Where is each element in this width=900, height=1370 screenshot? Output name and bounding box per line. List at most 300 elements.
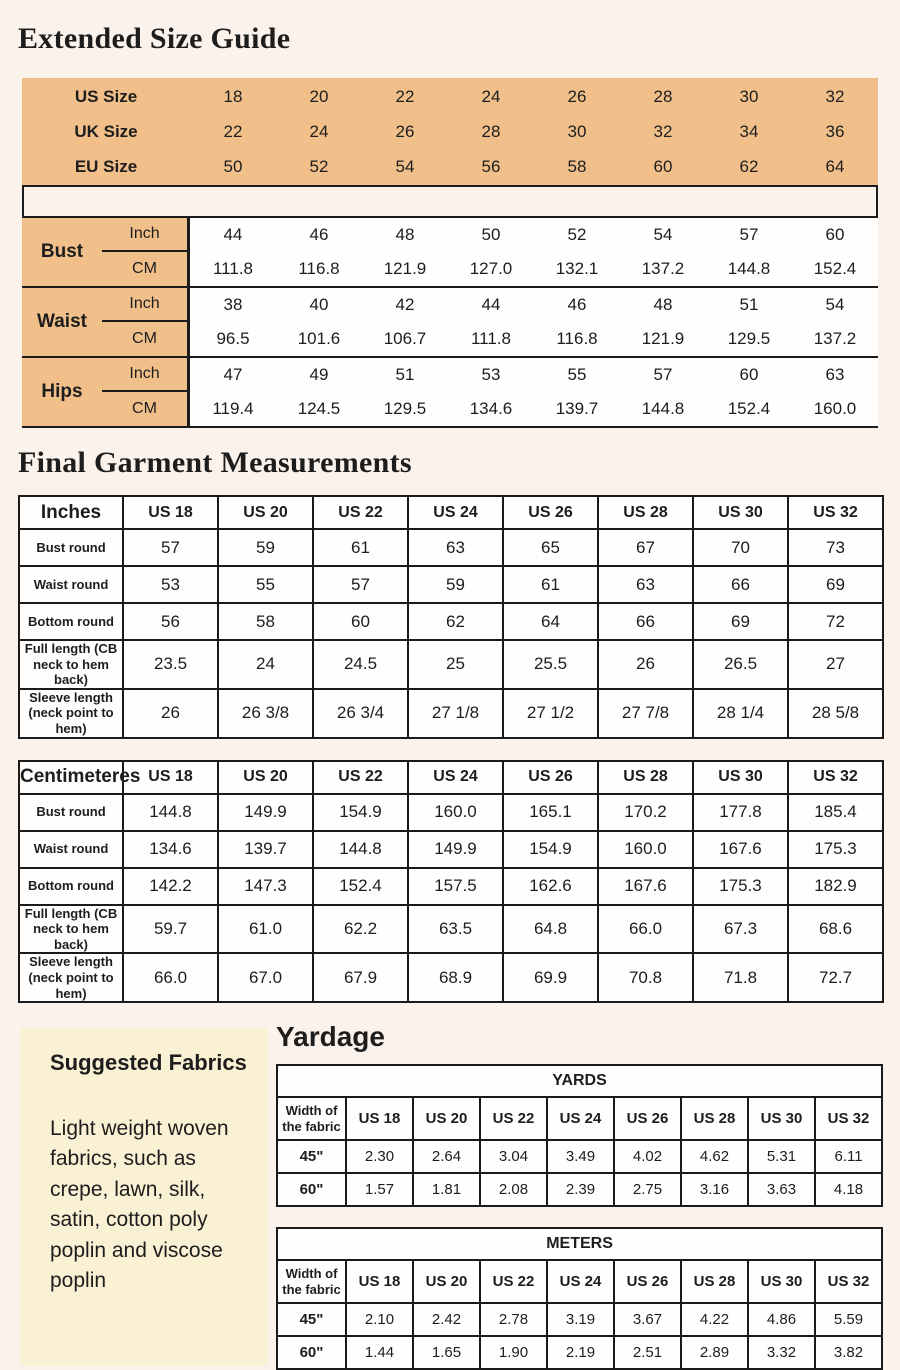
garment-value: 144.8 [123,794,218,831]
garment-value: 154.9 [313,794,408,831]
yardage-value: 6.11 [815,1140,882,1173]
size-value: 62 [739,156,759,176]
garment-value: 55 [218,566,313,603]
yardage-value: 2.08 [480,1173,547,1206]
size-value: 28 [481,121,501,141]
unit-inch-label: Inch [102,288,187,322]
garment-row-label: Bust round [19,529,123,566]
garment-size-header: US 24 [408,496,503,529]
garment-value: 24 [218,640,313,689]
garment-row-label: Full length (CB neck to hem back) [19,640,123,689]
yardage-value: 2.39 [547,1173,614,1206]
garment-value: 70 [693,529,788,566]
yardage-size-header: US 26 [614,1260,681,1303]
measure-values [190,358,878,426]
garment-size-header: US 30 [693,761,788,794]
yardage-value: 4.18 [815,1173,882,1206]
fabric-width-corner: Width of the fabric [277,1260,346,1303]
yardage-meters-table [276,1227,883,1370]
garment-value: 63 [598,566,693,603]
unit-inch-label: Inch [102,358,187,392]
garment-value: 63 [408,529,503,566]
garment-value: 26 [598,640,693,689]
garment-size-header: US 26 [503,496,598,529]
yardage-value: 1.81 [413,1173,480,1206]
garment-value: 56 [123,603,218,640]
size-value: 34 [739,121,759,141]
size-value: 32 [825,86,845,106]
garment-row-label: Sleeve length (neck point to hem) [19,689,123,738]
garment-value: 134.6 [123,831,218,868]
garment-row-label: Bottom round [19,868,123,905]
garment-value: 154.9 [503,831,598,868]
garment-header-row [19,761,883,794]
yardage-value: 3.32 [748,1336,815,1369]
measure-value-row [190,252,878,286]
garment-value: 62.2 [313,905,408,954]
garment-value: 58 [218,603,313,640]
yardage-size-header: US 20 [413,1260,480,1303]
size-value: 54 [395,156,415,176]
measure-value: 132.1 [555,259,599,278]
garment-row [19,905,883,954]
size-system-label: UK Size [74,121,138,141]
size-value: 24 [309,121,329,141]
garment-value: 144.8 [313,831,408,868]
garment-value: 64.8 [503,905,598,954]
measure-value: 119.4 [212,399,254,418]
yardage-value: 4.22 [681,1303,748,1336]
yardage-size-header: US 28 [681,1260,748,1303]
garment-value: 62 [408,603,503,640]
yardage-value: 2.51 [614,1336,681,1369]
size-system-label: US Size [74,86,138,106]
suggested-fabrics-title: Suggested Fabrics [50,1050,247,1076]
unit-cm-label: CM [132,260,157,277]
page-title: Extended Size Guide [18,22,291,55]
measure-value: 44 [481,295,501,314]
yardage-size-header: US 24 [547,1097,614,1140]
garment-unit-corner: Centimeteres [19,761,123,794]
yardage-value: 4.02 [614,1140,681,1173]
garment-value: 149.9 [408,831,503,868]
garment-value: 66 [598,603,693,640]
yardage-size-header: US 24 [547,1260,614,1303]
measure-value: 96.5 [216,329,250,348]
measure-value: 44 [223,225,243,244]
garment-value: 68.6 [788,905,883,954]
garment-value: 66.0 [598,905,693,954]
yardage-value: 3.16 [681,1173,748,1206]
size-conversion-row [22,149,878,184]
yardage-value: 3.19 [547,1303,614,1336]
measure-value: 152.4 [727,399,771,418]
bottom-section [20,1021,900,1370]
garment-value: 26 3/4 [313,689,408,738]
yardage-size-header: US 18 [346,1097,413,1140]
garment-section-title: Final Garment Measurements [18,446,412,479]
garment-value: 160.0 [408,794,503,831]
size-system-label: EU Size [74,156,138,176]
size-value: 20 [309,86,329,106]
garment-value: 57 [313,566,408,603]
yardage-value: 2.10 [346,1303,413,1336]
garment-size-header: US 18 [123,496,218,529]
yardage-row [277,1303,882,1336]
measure-value: 116.8 [556,329,598,348]
garment-value: 149.9 [218,794,313,831]
measure-value: 101.6 [297,329,341,348]
measure-value: 46 [309,225,329,244]
garment-value: 72.7 [788,953,883,1002]
size-value: 28 [653,86,673,106]
yardage-value: 4.62 [681,1140,748,1173]
measure-value: 60 [739,365,759,384]
garment-row [19,529,883,566]
yardage-unit-title: YARDS [277,1065,882,1097]
size-value: 18 [223,86,243,106]
yardage-value: 3.49 [547,1140,614,1173]
body-measure-section [22,218,878,288]
empty-spacer-box [22,185,878,218]
garment-value: 157.5 [408,868,503,905]
garment-row [19,794,883,831]
measure-value: 54 [825,295,845,314]
garment-value: 165.1 [503,794,598,831]
yardage-value: 2.78 [480,1303,547,1336]
garment-size-header: US 28 [598,496,693,529]
yardage-title: Yardage [276,1021,385,1053]
size-conversion-row [22,114,878,149]
measure-value: 51 [395,365,415,384]
yardage-value: 3.04 [480,1140,547,1173]
yardage-size-header: US 28 [681,1097,748,1140]
fabric-width-corner: Width of the fabric [277,1097,346,1140]
yardage-size-header: US 22 [480,1097,547,1140]
yardage-value: 2.64 [413,1140,480,1173]
size-conversion-row [22,79,878,114]
yardage-row [277,1336,882,1369]
measure-value: 137.2 [813,329,857,348]
yardage-value: 3.63 [748,1173,815,1206]
body-measure-section [22,288,878,358]
garment-size-header: US 22 [313,761,408,794]
unit-cm-label: CM [132,330,157,347]
measure-value: 51 [739,295,759,314]
garment-value: 175.3 [693,868,788,905]
garment-row [19,831,883,868]
yardage-size-header: US 20 [413,1097,480,1140]
garment-measurements-inches-table [18,495,884,739]
measure-value: 121.9 [641,329,685,348]
garment-row [19,868,883,905]
garment-value: 182.9 [788,868,883,905]
garment-value: 69 [693,603,788,640]
garment-size-header: US 32 [788,496,883,529]
garment-row-label: Bottom round [19,603,123,640]
measure-value: 111.8 [212,259,254,278]
yardage-value: 1.44 [346,1336,413,1369]
yardage-value: 5.31 [748,1140,815,1173]
yardage-size-header: US 22 [480,1260,547,1303]
garment-size-header: US 18 [123,761,218,794]
garment-value: 67 [598,529,693,566]
measure-value: 129.5 [727,329,771,348]
measure-value: 121.9 [383,259,427,278]
garment-value: 24.5 [313,640,408,689]
yardage-value: 2.30 [346,1140,413,1173]
unit-inch-label: Inch [102,218,187,252]
yardage-header-row [277,1260,882,1303]
yardage-section [276,1021,883,1370]
yardage-value: 2.75 [614,1173,681,1206]
measure-value: 111.8 [470,329,512,348]
size-value: 56 [481,156,501,176]
size-value: 36 [825,121,845,141]
size-conversion-rows [22,79,878,184]
yardage-row [277,1140,882,1173]
size-conversion-table [22,78,878,185]
garment-value: 170.2 [598,794,693,831]
garment-value: 27 7/8 [598,689,693,738]
garment-value: 67.0 [218,953,313,1002]
garment-value: 67.9 [313,953,408,1002]
garment-size-header: US 32 [788,761,883,794]
garment-value: 69 [788,566,883,603]
yardage-size-header: US 26 [614,1097,681,1140]
size-value: 64 [825,156,845,176]
garment-value: 64 [503,603,598,640]
measure-value: 127.0 [469,259,513,278]
measure-value: 129.5 [383,399,427,418]
garment-value: 72 [788,603,883,640]
garment-value: 23.5 [123,640,218,689]
garment-value: 147.3 [218,868,313,905]
size-value: 22 [223,121,243,141]
garment-row [19,640,883,689]
garment-value: 73 [788,529,883,566]
garment-size-header: US 20 [218,761,313,794]
garment-value: 25 [408,640,503,689]
measure-value: 48 [395,225,415,244]
garment-row-label: Waist round [19,566,123,603]
size-value: 22 [395,86,415,106]
body-measure-section [22,358,878,428]
garment-value: 167.6 [693,831,788,868]
garment-value: 25.5 [503,640,598,689]
measure-value: 52 [567,225,587,244]
garment-row [19,603,883,640]
garment-value: 160.0 [598,831,693,868]
measure-value: 57 [653,365,673,384]
size-value: 52 [309,156,329,176]
measure-value: 49 [309,365,329,384]
garment-size-header: US 20 [218,496,313,529]
measure-values [190,288,878,356]
garment-value: 65 [503,529,598,566]
garment-row [19,689,883,738]
garment-value: 53 [123,566,218,603]
garment-size-header: US 30 [693,496,788,529]
measure-value: 57 [739,225,759,244]
fabric-width-label: 45" [277,1303,346,1336]
measure-value-row [190,288,878,322]
measure-value-row [190,322,878,356]
garment-value: 66.0 [123,953,218,1002]
garment-value: 139.7 [218,831,313,868]
measure-value: 46 [567,295,587,314]
measure-label-cell [22,288,190,356]
yardage-title-row [277,1228,882,1260]
unit-cm-label: CM [132,400,157,417]
yardage-size-header: US 30 [748,1260,815,1303]
unit-column [102,288,187,356]
measure-value: 124.5 [297,399,341,418]
garment-value: 69.9 [503,953,598,1002]
size-value: 26 [567,86,587,106]
size-value: 60 [653,156,673,176]
garment-value: 61 [503,566,598,603]
yardage-value: 3.67 [614,1303,681,1336]
body-measurements-table [22,218,878,428]
measure-value: 50 [481,225,501,244]
measure-name: Waist [37,311,87,332]
garment-value: 26 [123,689,218,738]
measure-label-cell [22,218,190,286]
garment-value: 61 [313,529,408,566]
measure-value: 160.0 [813,399,857,418]
measure-value: 137.2 [641,259,685,278]
garment-value: 59.7 [123,905,218,954]
garment-size-header: US 24 [408,761,503,794]
measure-value: 152.4 [813,259,857,278]
measure-value: 139.7 [555,399,599,418]
garment-value: 27 [788,640,883,689]
garment-value: 177.8 [693,794,788,831]
garment-value: 152.4 [313,868,408,905]
size-value: 30 [739,86,759,106]
garment-value: 185.4 [788,794,883,831]
yardage-value: 3.82 [815,1336,882,1369]
garment-row [19,953,883,1002]
size-value: 24 [481,86,501,106]
garment-measurements-cm-table [18,760,884,1004]
measure-value: 40 [309,295,329,314]
measure-value-row [190,392,878,426]
yardage-row [277,1173,882,1206]
garment-value: 60 [313,603,408,640]
garment-header-row [19,496,883,529]
measure-value: 144.8 [641,399,685,418]
garment-value: 61.0 [218,905,313,954]
garment-value: 175.3 [788,831,883,868]
garment-value: 26 3/8 [218,689,313,738]
garment-value: 28 5/8 [788,689,883,738]
yardage-value: 1.90 [480,1336,547,1369]
garment-value: 68.9 [408,953,503,1002]
measure-value-row [190,358,878,392]
suggested-fabrics-panel [20,1028,268,1366]
yardage-value: 5.59 [815,1303,882,1336]
yardage-value: 2.42 [413,1303,480,1336]
garment-value: 66 [693,566,788,603]
measure-value: 55 [567,365,587,384]
measure-value: 53 [481,365,501,384]
measure-value: 134.6 [469,399,513,418]
yardage-unit-title: METERS [277,1228,882,1260]
size-value: 58 [567,156,587,176]
size-value: 26 [395,121,415,141]
garment-value: 27 1/2 [503,689,598,738]
garment-value: 57 [123,529,218,566]
yardage-value: 2.19 [547,1336,614,1369]
unit-column [102,218,187,286]
yardage-value: 1.65 [413,1336,480,1369]
yardage-size-header: US 32 [815,1260,882,1303]
garment-unit-corner: Inches [19,496,123,529]
measure-value: 106.7 [383,329,427,348]
suggested-fabrics-text: Light weight woven fabrics, such as crepe, lawn, silk, satin, cotton poly poplin and viscose poplin [50,1116,229,1292]
measure-value: 60 [825,225,845,244]
measure-name: Hips [41,381,83,402]
garment-value: 63.5 [408,905,503,954]
yardage-header-row [277,1097,882,1140]
yardage-value: 4.86 [748,1303,815,1336]
unit-column [102,358,187,426]
garment-value: 70.8 [598,953,693,1002]
size-value: 32 [653,121,673,141]
garment-value: 71.8 [693,953,788,1002]
garment-value: 67.3 [693,905,788,954]
size-value: 30 [567,121,587,141]
fabric-width-label: 60" [277,1173,346,1206]
measure-name: Bust [40,241,84,262]
garment-size-header: US 22 [313,496,408,529]
measure-value: 47 [223,365,243,384]
yardage-value: 2.89 [681,1336,748,1369]
fabric-width-label: 45" [277,1140,346,1173]
garment-value: 142.2 [123,868,218,905]
measure-values [190,218,878,286]
garment-value: 162.6 [503,868,598,905]
yardage-size-header: US 30 [748,1097,815,1140]
measure-value: 48 [653,295,673,314]
garment-row [19,566,883,603]
yardage-yards-table [276,1064,883,1207]
garment-row-label: Sleeve length (neck point to hem) [19,953,123,1002]
measure-value: 42 [395,295,415,314]
garment-size-header: US 26 [503,761,598,794]
yardage-size-header: US 18 [346,1260,413,1303]
measure-value: 63 [825,365,845,384]
garment-value: 28 1/4 [693,689,788,738]
garment-value: 27 1/8 [408,689,503,738]
measure-value: 144.8 [727,259,771,278]
garment-row-label: Bust round [19,794,123,831]
garment-value: 59 [218,529,313,566]
yardage-title-row [277,1065,882,1097]
measure-label-cell [22,358,190,426]
yardage-size-header: US 32 [815,1097,882,1140]
fabric-width-label: 60" [277,1336,346,1369]
garment-value: 59 [408,566,503,603]
measure-value-row [190,218,878,252]
garment-size-header: US 28 [598,761,693,794]
size-value: 50 [223,156,243,176]
measure-value: 116.8 [298,259,340,278]
garment-value: 26.5 [693,640,788,689]
garment-row-label: Waist round [19,831,123,868]
